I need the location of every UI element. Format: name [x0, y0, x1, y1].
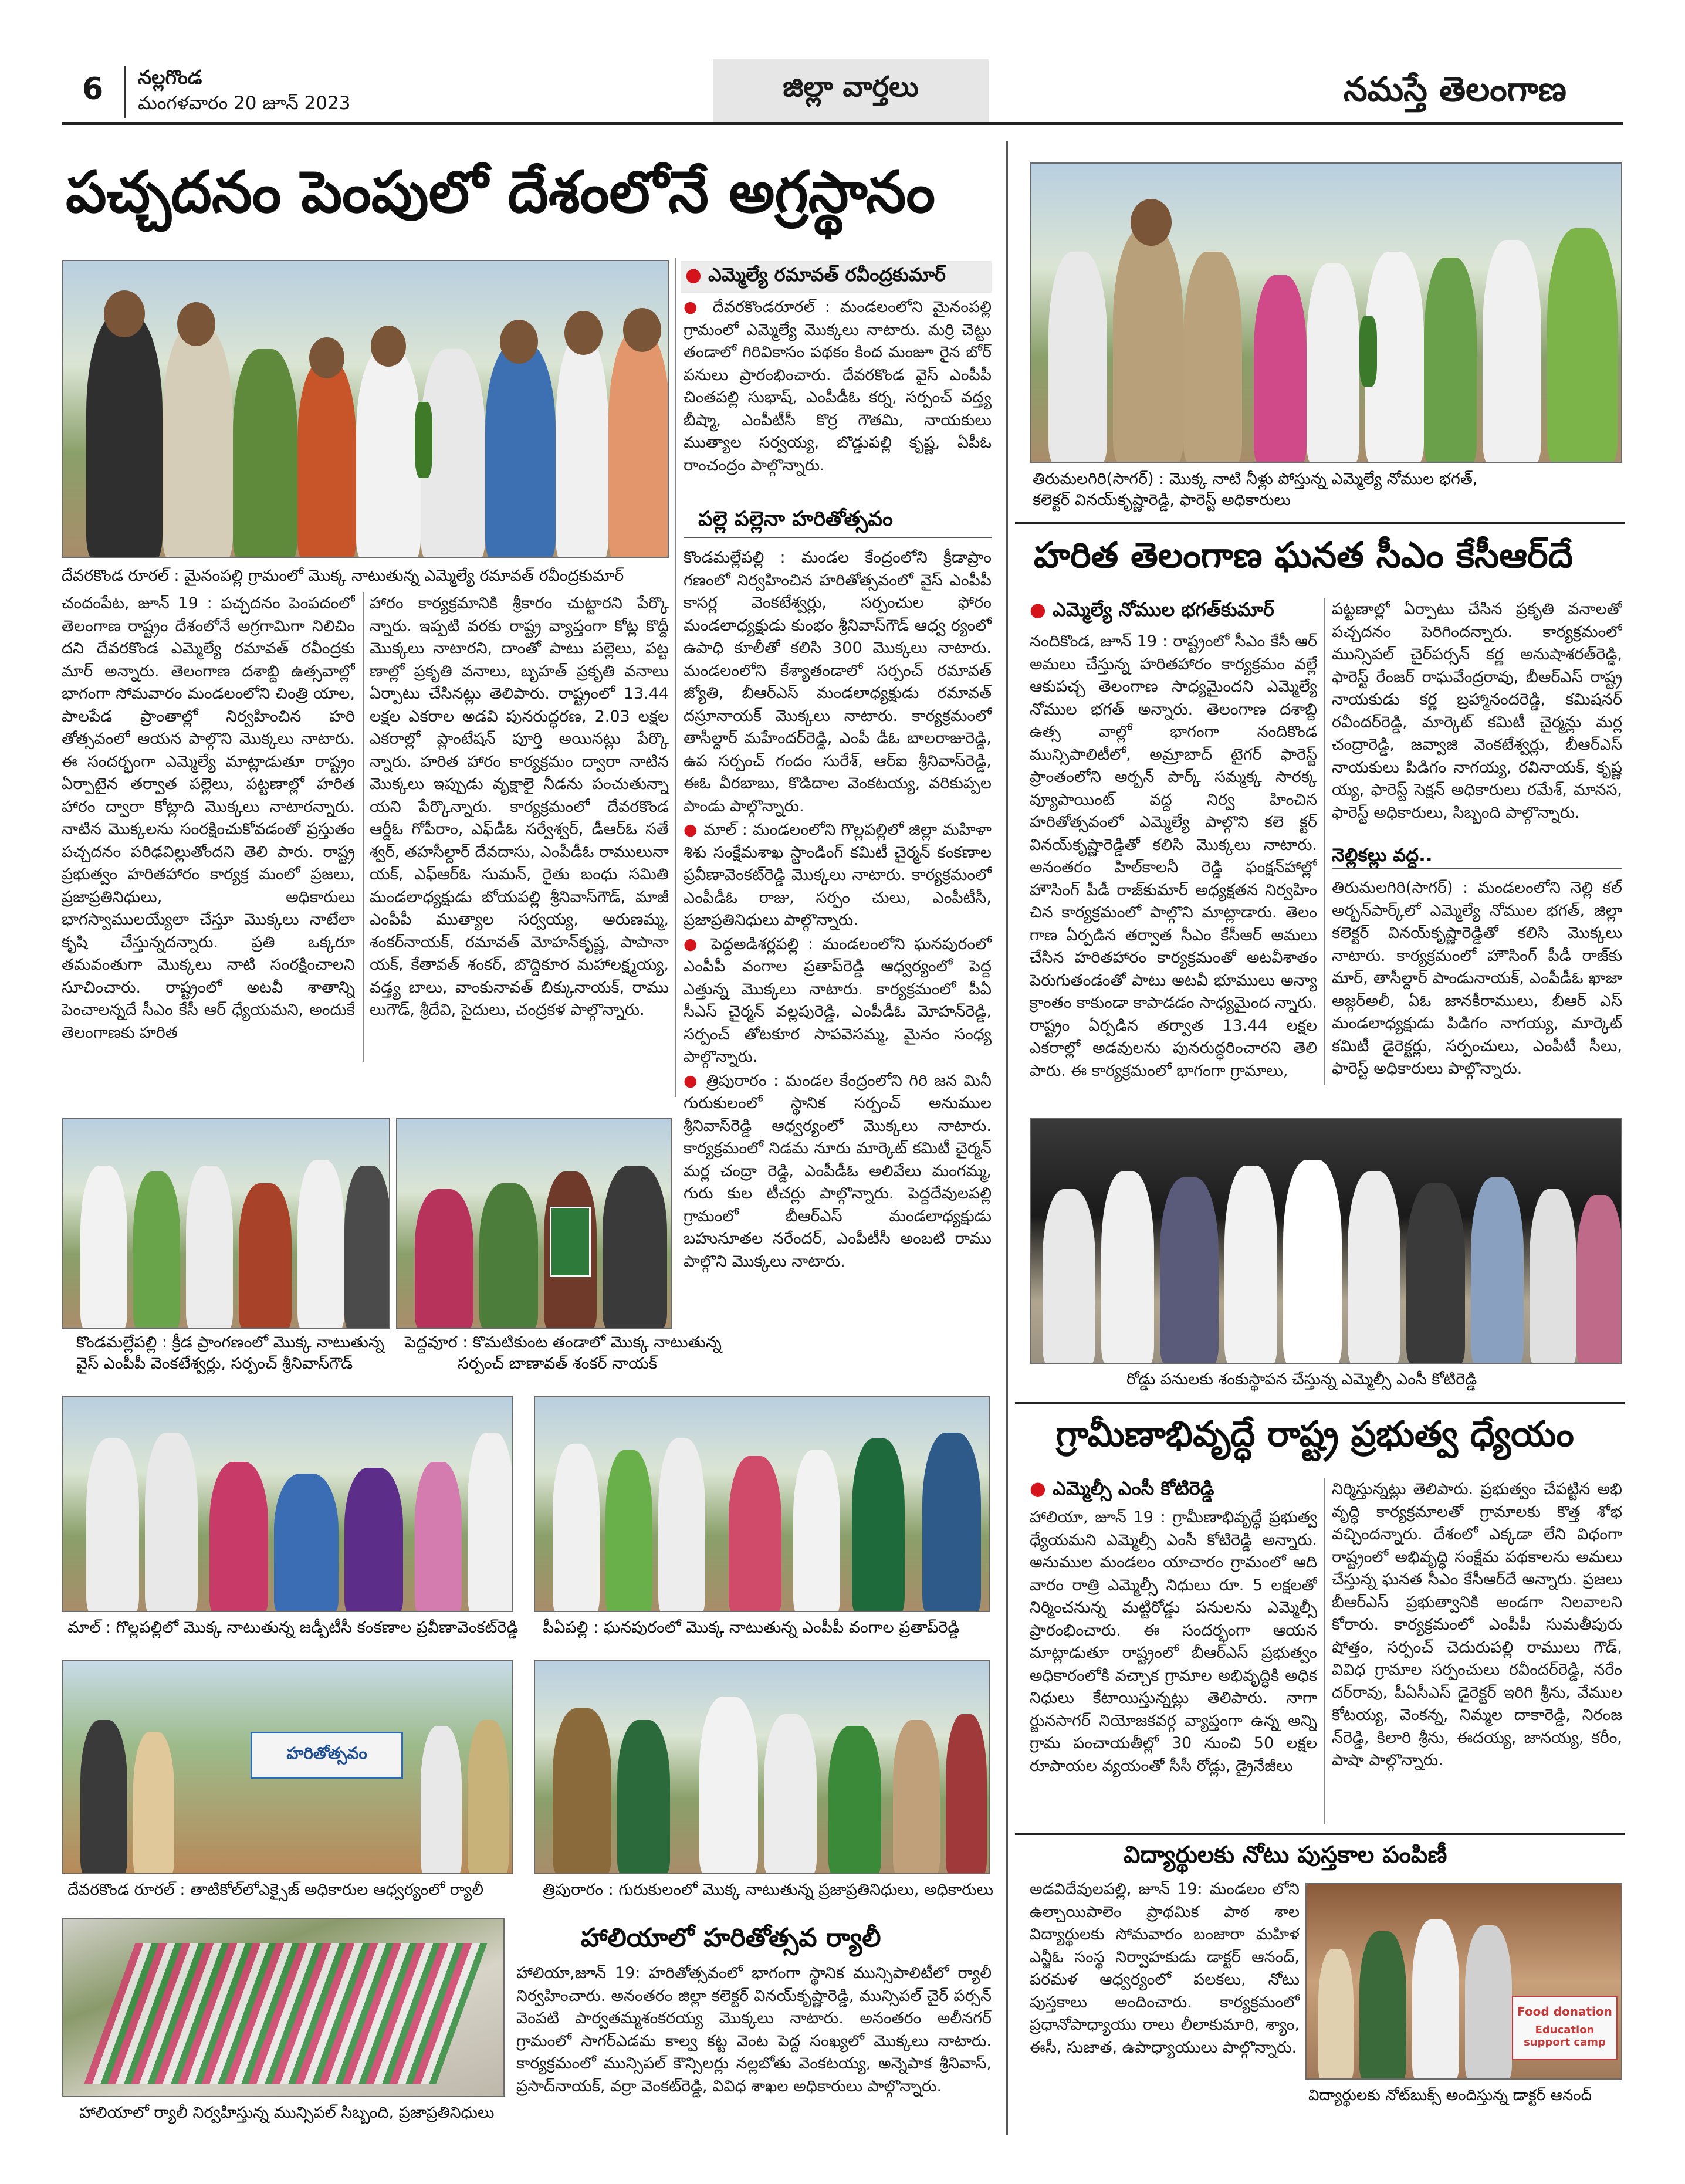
nellikallu-subhead: నెల్లికల్లు వద్ద..: [1332, 845, 1433, 866]
bullet-dot: ●: [684, 821, 704, 839]
caption-mal: మాల్‌ : గొల్లపల్లిలో మొక్క నాటుతున్న జడ్పీటీసీ కంకణాల ప్రవీణావెంకట్‌రెడ్డి: [67, 1618, 519, 1637]
bullet-dot: ●: [685, 263, 709, 286]
haliya-headline: హాలియాలో హరితోత్సవ ర్యాలీ: [581, 1923, 881, 1953]
main-col-divider: [363, 592, 364, 1062]
haritha-byline-text: ఎమ్మెల్యే నోముల భగత్‌కుమార్‌: [1053, 598, 1274, 621]
photo-haliya-rally: [62, 1918, 505, 2097]
grameena-body-col2: నిర్మిస్తున్నట్లు తెలిపారు. ప్రభుత్వం చేపట్టిన అభి వృద్ధి కార్యక్రమాలతో గ్రామాలకు కొత్త శోభ వచ్చిందన్నారు. దేశంలో ఎక్కడా లేని విధంగా రాష్ట్రంలో అభివృద్ధి సంక్షేమ పథకాలను అమలు చేస్తున్న ఘనత సీఎం కేసీఆర్‌దే అన్నారు. ప్రజలు బీఆర్‌ఎస్‌ ప్రభుత్వానికి అండగా నిలవాలని కోరారు. కార్యక్రమంలో ఎంపీపీ సుమతీపురు షోత్తం, సర్పంచ్‌ చెదురుపల్లి రాములు గౌడ్‌, వివిధ గ్రామాల సర్పంచులు రవీందర్‌రెడ్డి, నరేం దర్‌రావు, పీఏసీఎస్‌ డైరెక్టర్‌ ఇరిగి శ్రీను, వేముల కోటయ్య, వెంకన్న, నిమ్మల దాకారెడ్డి, నిరంజ న్‌రెడ్డి, కిలారి శ్రీను, ఈదయ్య, జానయ్య, కరీం, పాషా పాల్గొన్నారు.: [1332, 1480, 1622, 1769]
right-column-divider: [1006, 141, 1008, 2135]
masthead-bottom-rule: [62, 122, 1623, 125]
haliya-body: హాలియా,జూన్‌ 19: హరితోత్సవంలో భాగంగా స్థానిక మున్సిపాలిటీలో ర్యాలీ నిర్వహించారు. అనంతరం జిల్లా కలెక్టర్‌ వినయ్‌కృష్ణారెడ్డి, మున్సిపల్‌ చైర్‌ పర్సన్‌ వెంపటి పార్వతమ్మశంకరయ్య మొక్కలు నాటారు. అనంతరం అలీనగర్‌ గ్రామంలో సాగర్‌ఎడమ కాల్వ కట్ట వెంట పెద్ద సంఖ్యలో మొక్కలు నాటారు. కార్యక్రమంలో మున్సిపల్‌ కౌన్సిలర్లు నల్లబోతు వెంకటయ్య, అన్నెపాక శ్రీనివాస్‌, ప్రసాద్‌నాయక్‌, వర్రా వెంకట్‌రెడ్డి, వివిధ శాఖల అధికారులు పాల్గొన్నారు.: [516, 1964, 992, 2095]
grameena-body-col1: హాలియా, జూన్‌ 19 : గ్రామీణాభివృద్ధే ప్రభుత్వ ధ్యేయమని ఎమ్మెల్సీ ఎంసీ కోటిరెడ్డి అన్నారు. అనుముల మండలం యాచారం గ్రామంలో ఆది వారం రాత్రి ఎమ్మెల్సీ నిధులు రూ. 5 లక్షలతో నిర్మించనున్న మట్టిరోడ్డు పనులను ఎమ్మెల్సీ ప్రారంభించారు. ఈ సందర్భంగా ఆయన మాట్లాడుతూ రాష్ట్రంలో బీఆర్‌ఎస్‌ ప్రభుత్వం అధికారంలోకి వచ్చాక గ్రామాల అభివృద్ధికి అధిక నిధులు కేటాయిస్తున్నట్లు తెలిపారు. నాగా ర్జునసాగర్‌ నియోజకవర్గ వ్యాప్తంగా ఉన్న అన్ని గ్రామ పంచాయతీల్లో 30 నుంచి 50 లక్షల రూపాయల వ్యయంతో సీసీ రోడ్లు, డ్రైనేజీలు: [1030, 1508, 1317, 1775]
photo-peddavura: [396, 1118, 672, 1329]
caption-devarakonda-rally: దేవరకొండ రూరల్‌ : తాటికోల్‌లోఎక్సైజ్‌ అధికారుల ఆధ్వర్యంలో ర్యాలీ: [67, 1881, 484, 1899]
photo-kondamallepally: [62, 1118, 390, 1329]
photo-devarakonda-rally: [62, 1660, 513, 1874]
palle-subhead: పల్లె పల్లెనా హరితోత్సవం: [698, 507, 893, 531]
bullet-dot: ●: [684, 1071, 706, 1090]
palle-para-4-text: త్రిపురారం : మండల కేంద్రంలోని గిరి జన మినీ గురుకులంలో స్థానిక సర్పంచ్‌ అనుముల శ్రీనివాస్‌రెడ్డి ఆధ్వర్యంలో మొక్కలు నాటారు. కార్యక్రమంలో నిడమ నూరు మార్కెట్‌ కమిటీ చైర్మన్‌ మర్ల చంద్రా రెడ్డి, ఎంపీడీఓ అలివేలు మంగమ్మ, గురు కుల టీచర్లు పాల్గొన్నారు. పెద్దదేవులపల్లి గ్రామంలో బీఆర్‌ఎస్‌ మండలాధ్యక్షుడు బహునూతల నరేందర్‌, ఎంపీటీసీ అంబటి రాము పాల్గొని మొక్కలు నాటారు.: [684, 1071, 992, 1271]
banner-line-2: Education support camp: [1524, 2024, 1606, 2048]
haritha-headline: హరిత తెలంగాణ ఘనత సీఎం కేసీఆర్‌దే: [1034, 535, 1573, 576]
caption-kondamallepally-1: కొండమల్లేపల్లి : క్రీడ ప్రాంగణంలో మొక్క నాటుతున్న: [76, 1333, 384, 1352]
rally-banner-text: హరితోత్సవం: [286, 1743, 367, 1763]
ravindra-body-text: దేవరకొండరూరల్‌ : మండలంలోని మైనంపల్లి గ్రామంలో ఎమ్మెల్యే మొక్కలు నాటారు. మర్రి చెట్టు తండాలో గిరివికాసం పథకం కింద మంజూ రైన బోర్‌ పనులు ప్రారంభించారు. దేవరకొండ వైస్‌ ఎంపీపీ చింతపల్లి సుభాష్‌, ఎంపీడీఓ కర్న, సర్పంచ్‌ వద్త్య బీష్మా, ఎంపీటీసీ కొర్ర గౌతమి, నాయకులు ముత్యాల సర్వయ్య, బొడ్డుపల్లి కృష్ణ, ఏపీఓ రాంచంద్రం పాల్గొన్నారు.: [684, 298, 992, 475]
palle-subhead-rule: [684, 537, 992, 538]
palle-para-3-text: పెద్దఅడిశర్లపల్లి : మండలంలోని ఘనపురంలో ఎంపీపీ వంగాల ప్రతాప్‌రెడ్డి ఆధ్వర్యంలో పెద్ద ఎత్తున్న మొక్కలు నాటారు. కార్యక్రమంలో పీఏ సీఎస్‌ చైర్మన్‌ వల్లపురెడ్డి, ఎంపీడీఓ మోహన్‌రెడ్డి, సర్పంచ్‌ తోటకూర సాపవెసమ్మ, మైనం సంధ్య పాల్గొన్నారు.: [684, 934, 992, 1066]
bullet-dot: ●: [684, 934, 711, 953]
main-headline: పచ్చదనం పెంపులో దేశంలోనే అగ్రస్థానం: [66, 158, 936, 226]
main-body-col2: హారం కార్యక్రమానికి శ్రీకారం చుట్టారని పేర్కొ న్నారు. ఇప్పటి వరకు రాష్ట్ర వ్యాప్తంగా కోట్ల కొద్దీ మొక్కలు నాటారని, దాంతో పాటు పల్లెలు, పట్ట ణాల్లో ప్రకృతి వనాలు, బృహత్‌ ప్రకృతి వనాలు ఏర్పాటు చేసినట్లు తెలిపారు. రాష్ట్రంలో 13.44 లక్షల ఎకరాల అడవి పునరుద్ధరణ, 2.03 లక్షల ఎకరాల్లో ప్లాంటేషన్‌ పూర్తి అయినట్లు పేర్కొ న్నారు. హరిత హారం కార్యక్రమం ద్వారా నాటిన మొక్కలు ఇప్పుడు వృక్షాలై నీడను పంచుతున్నా యని పేర్కొన్నారు. కార్యక్రమంలో దేవరకొండ ఆర్డీఓ గోపీరాం, ఎఫ్‌డీఓ సర్వేశ్వర్‌, డీఆర్‌ఓ సతే శ్వర్‌, తహసీల్దార్‌ దేవదాసు, ఎంపీడీఓ రాములునా యక్‌, ఎఫ్‌ఆర్‌ఓ సుమన్‌, రైతు బంధు సమితి మండలాధ్యక్షుడు బోయపల్లి శ్రీనివాస్‌గౌడ్‌, మాజీ ఎంపీపీ ముత్యాల సర్వయ్య, అరుణమ్మ, శంకర్‌నాయక్‌, రమావత్‌ మోహన్‌కృష్ణ, పాపానా యక్‌, కేతావత్‌ శంకర్‌, బొద్దికూర మహాలక్ష్మయ్య, వడ్త్య బాలు, వాంకునావత్‌ బిక్కునాయక్‌, రాము లుగౌడ్‌, శ్రీదేవి, సైదులు, చంద్రకళ పాల్గొన్నారు.: [370, 594, 669, 1019]
bullet-dot: ●: [1030, 598, 1053, 621]
issue-date: మంగళవారం 20 జూన్ 2023: [138, 93, 351, 114]
grameena-byline-text: ఎమ్మెల్సీ ఎంసీ కోటిరెడ్డి: [1053, 1477, 1214, 1499]
caption-kondamallepally-2: వైస్‌ ఎంపీపీ వెంకటేశ్వర్లు, సర్పంచ్‌ శ్రీనివాస్‌గౌడ్‌: [76, 1355, 353, 1373]
main-photo: [62, 260, 669, 558]
bullet-dot: ●: [1030, 1477, 1053, 1499]
district-name: నల్లగొండ: [138, 66, 202, 89]
notebook-top-rule: [1015, 1833, 1625, 1835]
photo-notebook-distribution: [1305, 1883, 1622, 2080]
main-photo-caption: దేవరకొండ రూరల్‌ : మైనంపల్లి గ్రామంలో మొక్క నాటుతున్న ఎమ్మెల్యే రమావత్‌ రవీంద్రకుమార్‌: [62, 567, 624, 585]
photo-tripuraram: [534, 1660, 990, 1874]
palle-para-2: [684, 819, 992, 932]
masthead-divider: [124, 66, 126, 118]
grameena-top-rule: [1015, 1402, 1625, 1404]
caption-tirumalagiri-1: తిరుమలగిరి(సాగర్‌) : మొక్క నాటి నీళ్లు పోస్తున్న ఎమ్మెల్యే నోముల భగత్‌,: [1033, 470, 1478, 488]
caption-peddavura-2: సర్పంచ్‌ బాణావత్‌ శంకర్‌ నాయక్‌: [458, 1355, 657, 1373]
notebook-headline: విద్యార్థులకు నోటు పుస్తకాల పంపిణీ: [1124, 1841, 1447, 1868]
haritha-top-rule: [1015, 522, 1625, 524]
caption-tripuraram: త్రిపురారం : గురుకులంలో మొక్క నాటుతున్న ప్రజాప్రతినిధులు, అధికారులు: [543, 1881, 993, 1899]
haritha-col-divider: [1324, 598, 1325, 1085]
caption-peddavura-1: పెద్దవూర : కొమటికుంట తండాలో మొక్క నాటుతున్న: [405, 1333, 722, 1352]
haritha-byline: [1030, 598, 1274, 625]
palle-para-3: [684, 933, 992, 1069]
photo-mal-gollapalli: [62, 1396, 513, 1612]
palle-para-4: [684, 1070, 992, 1274]
palle-body: [684, 547, 992, 1380]
grameena-byline: [1030, 1477, 1214, 1504]
caption-pa-palli: పీఏపల్లి : ఘనపురంలో మొక్క నాటుతున్న ఎంపీపీ వంగాల ప్రతాప్‌రెడ్డి: [543, 1618, 960, 1637]
grameena-headline: గ్రామీణాభివృద్ధే రాష్ట్ర ప్రభుత్వ ధ్యేయం: [1056, 1414, 1574, 1455]
photo-pa-palli: [534, 1396, 990, 1612]
bullet-dot: ●: [684, 298, 713, 316]
caption-road-foundation: రోడ్డు పనులకు శంకుస్థాపన చేస్తున్న ఎమ్మెల్సీ ఎంసీ కోటిరెడ్డి: [1126, 1370, 1477, 1389]
nellikallu-rule: [1332, 868, 1622, 869]
photo-road-foundation: [1030, 1118, 1622, 1364]
paper-name: నమస్తే తెలంగాణ: [1344, 69, 1566, 109]
photo-tirumalagiri-top: [1030, 162, 1622, 463]
haritha-body-col2: పట్టణాల్లో ఏర్పాటు చేసిన ప్రకృతి వనాలతో పచ్చదనం పెరిగిందన్నారు. కార్యక్రమంలో మున్సిపల్‌ చైర్‌పర్సన్‌ కర్ణ అనుషాశరత్‌రెడ్డి, ఫారెస్ట్‌ రేంజర్‌ రాఘవేంద్రరావు, బీఆర్‌ఎస్‌ రాష్ట్ర నాయకుడు కర్ణ బ్రహ్మానందరెడ్డి, కమిషనర్‌ రవీందర్‌రెడ్డి, మార్కెట్‌ కమిటీ చైర్మన్లు మర్ల చంద్రారెడ్డి, జవ్వాజి వెంకటేశ్వర్లు, బీఆర్‌ఎస్‌ నాయకులు పిడిగం నాగయ్య, రవినాయక్‌, కృష్ణ య్య, ఫారెస్ట్‌ సెక్షన్‌ అధికారులు రమేశ్‌, మానస, ఫారెస్ట్‌ అధికారులు, సిబ్బంది పాల్గొన్నారు.: [1332, 600, 1622, 822]
grameena-col-divider: [1324, 1478, 1325, 1824]
caption-haliya-rally: హాలియాలో ర్యాలీ నిర్వహిస్తున్న మున్సిపల్‌ సిబ్బంది, ప్రజాప్రతినిధులు: [79, 2104, 495, 2122]
notebook-body: అడవిదేవులపల్లి, జూన్‌ 19: మండలం లోని ఉల్చాయిపాలెం ప్రాథమిక పాఠ శాల విద్యార్థులకు సోమవారం బంజారా మహిళ ఎన్జీఓ సంస్థ నిర్వాహకుడు డాక్టర్‌ ఆనంద్‌, పరమళ ఆధ్వర్యంలో పలకలు, నోటు పుస్తకాలు అందించారు. కార్యక్రమంలో ప్రధానోపాధ్యాయు రాలు లీలాకుమారి, శ్యాం, ఈసీ, సుజాత, ఉపాధ్యాయులు పాల్గొన్నారు.: [1030, 1880, 1300, 2057]
middle-left-divider: [675, 258, 676, 1097]
palle-para-2-text: మాల్‌ : మండలంలోని గొల్లపల్లిలో జిల్లా మహిళా శిశు సంక్షేమశాఖ స్టాండింగ్‌ కమిటీ చైర్మన్‌ కంకణాల ప్రవీణావెంకట్‌రెడ్డి మొక్కలు నాటారు. కార్యక్రమంలో ఎంపీడీఓ రాజు, సర్పం చులు, ఎంపీటీసీ, ప్రజాప్రతినిధులు పాల్గొన్నారు.: [684, 821, 992, 929]
section-label: జిల్లా వార్తలు: [783, 70, 919, 103]
palle-para-1: కొండమల్లేపల్లి : మండల కేంద్రంలోని క్రీడాప్రాం గణంలో నిర్వహించిన హరితోత్సవంలో వైస్‌ ఎంపీపీ కాసర్ల వెంకటేశ్వర్లు, సర్పంచుల ఫోరం మండలాధ్యక్షుడు కుంభం శ్రీనివాస్‌గౌడ్‌ ఆధ్వ ర్యంలో ఉపాధి కూలీతో కలిసి 300 మొక్కలు నాటారు. మండలంలోని కేశ్యాతండాలో సర్పంచ్‌ రమావత్‌ జ్యోతి, బీఆర్‌ఎస్‌ మండలాధ్యక్షుడు రమావత్‌ దస్రూనాయక్‌ మొక్కలు నాటారు. కార్యక్రమంలో తాసీల్దార్‌ మహేందర్‌రెడ్డి, ఎంపీ డీఓ బాలరాజురెడ్డి, ఉప సర్పంచ్‌ గందం సురేశ్‌, ఆర్‌ఐ శ్రీనివాస్‌రెడ్డి, ఈఓ వీరబాబు, కొడిదాల వెంకటయ్య, వరికుప్పల పాండు పాల్గొన్నారు.: [684, 548, 992, 815]
haritha-body-col1: నందికొండ, జూన్‌ 19 : రాష్ట్రంలో సీఎం కేసీ ఆర్‌ అమలు చేస్తున్న హరితహారం కార్యక్రమం వల్లే ఆకుపచ్చ తెలంగాణ సాధ్యమైందని ఎమ్మెల్యే నోముల భగత్‌ అన్నారు. తెలంగాణ దశాబ్ది ఉత్స వాల్లో భాగంగా నందికొండ మున్సిపాలిటీలో, అమ్రాబాద్‌ టైగర్‌ ఫారెస్ట్‌ ప్రాంతంలోని అర్బన్‌ పార్క్‌ సమ్మక్క సారక్క వ్యూపాయింట్‌ వద్ద నిర్వ హించిన హరితోత్సవంలో ఎమ్మెల్యే పాల్గొని కలె క్టర్‌ వినయ్‌కృష్ణారెడ్డితో కలిసి మొక్కలు నాటారు. అనంతరం హిల్‌కాలనీ రెడ్డి ఫంక్షన్‌హాల్లో హౌసింగ్‌ పీడీ రాజ్‌కుమార్‌ అధ్యక్షతన నిర్వహిం చిన కార్యక్రమంలో పాల్గొని మాట్లాడారు. తెలం గాణ ఏర్పడిన తర్వాత సీఎం కేసీఆర్‌ అమలు చేసిన హరితహారం కార్యక్రమంతో అటవీశాతం పెరుగుతండంతో పాటు అటవీ భూములు అన్యా క్రాంతం కాకుండా కాపాడడం సాధ్యమైంద న్నారు. రాష్ట్రం ఏర్పడిన తర్వాత 13.44 లక్షల ఎకరాల్లో అడవులను పునరుద్ధరించారని తెలి పారు. ఈ కార్యక్రమంలో భాగంగా గ్రామాలు,: [1030, 632, 1317, 1080]
banner-line-1: Food donation: [1517, 2004, 1612, 2019]
ravindra-body: [684, 296, 992, 502]
page-number: 6: [82, 72, 104, 107]
caption-notebook: విద్యార్థులకు నోట్‌బుక్స్‌ అందిస్తున్న డాక్టర్‌ ఆనంద్‌: [1308, 2087, 1592, 2104]
ravindra-byline-text: ఎమ్మెల్యే రమావత్‌ రవీంద్రకుమార్‌: [708, 263, 946, 286]
nellikallu-body: తిరుమలగిరి(సాగర్‌) : మండలంలోని నెల్లి కల్‌ అర్బన్‌పార్క్‌లో ఎమ్మెల్యే నోముల భగత్‌, జిల్లా కలెక్టర్‌ వినయ్‌కృష్ణారెడ్డితో కలిసి మొక్కలు నాటారు. కార్యక్రమంలో హౌసింగ్‌ పీడీ రాజ్‌కు మార్‌, తాసీల్దార్‌ పాండునాయక్‌, ఎంపీడీఓ ఖాజా అజ్గర్‌అలీ, ఏఓ జానకీరాములు, బీఆర్‌ ఎస్‌ మండలాధ్యక్షుడు పిడిగం నాగయ్య, మార్కెట్‌ కమిటీ డైరెక్టర్లు, సర్పంచులు, ఎంపీటీ సీలు, ఫారెస్ట్‌ అధికారులు పాల్గొన్నారు.: [1332, 879, 1622, 1078]
caption-tirumalagiri-2: కలెక్టర్‌ వినయ్‌కృష్ణారెడ్డి, ఫారెస్ట్‌ అధికారులు: [1033, 491, 1291, 509]
ravindra-byline: [681, 261, 992, 293]
main-body-col1: చందంపేట, జూన్‌ 19 : పచ్చదనం పెంపదంలో తెలంగాణ రాష్ట్రం దేశంలోనే అగ్రగామిగా నిలిచిం దని దేవరకొండ ఎమ్మెల్యే రమావత్‌ రవీంద్రకు మార్‌ అన్నారు. తెలంగాణ దశాబ్ది ఉత్సవాల్లో భాగంగా సోమవారం మండలంలోని చింత్రి యాల, పాలపేడ ప్రాంతాల్లో నిర్వహించిన హరి తోత్సవంలో ఆయన పాల్గొని మొక్కలు నాటారు. ఈ సందర్భంగా ఎమ్మెల్యే మాట్లాడుతూ రాష్ట్రం ఏర్పాటైన తర్వాత పల్లెలు, పట్టణాల్లో హరిత హారం ద్వారా కోట్లాది మొక్కలు నాటారన్నారు. నాటిన మొక్కలను సంరక్షించుకోవడంతో ప్రస్తుతం పచ్చదనం పరిఢవిల్లుతోందని తెలి పారు. రాష్ట్ర ప్రభుత్వం హరితహారం కార్యక్ర మంలో ప్రజలు, ప్రజాప్రతినిధులు, అధికారులు భాగస్వాములయ్యేలా చేస్తూ మొక్కలు నాటేలా కృషి చేస్తున్నదన్నారు. ప్రతి ఒక్కరూ తమవంతుగా మొక్కలు నాటి సంరక్షించాలని సూచించారు. రాష్ట్రంలో అటవీ శాతాన్ని పెంచాలన్నదే సీఎం కేసీ ఆర్‌ ధ్యేయమని, అందుకే తెలంగాణకు హరిత: [62, 594, 355, 1042]
